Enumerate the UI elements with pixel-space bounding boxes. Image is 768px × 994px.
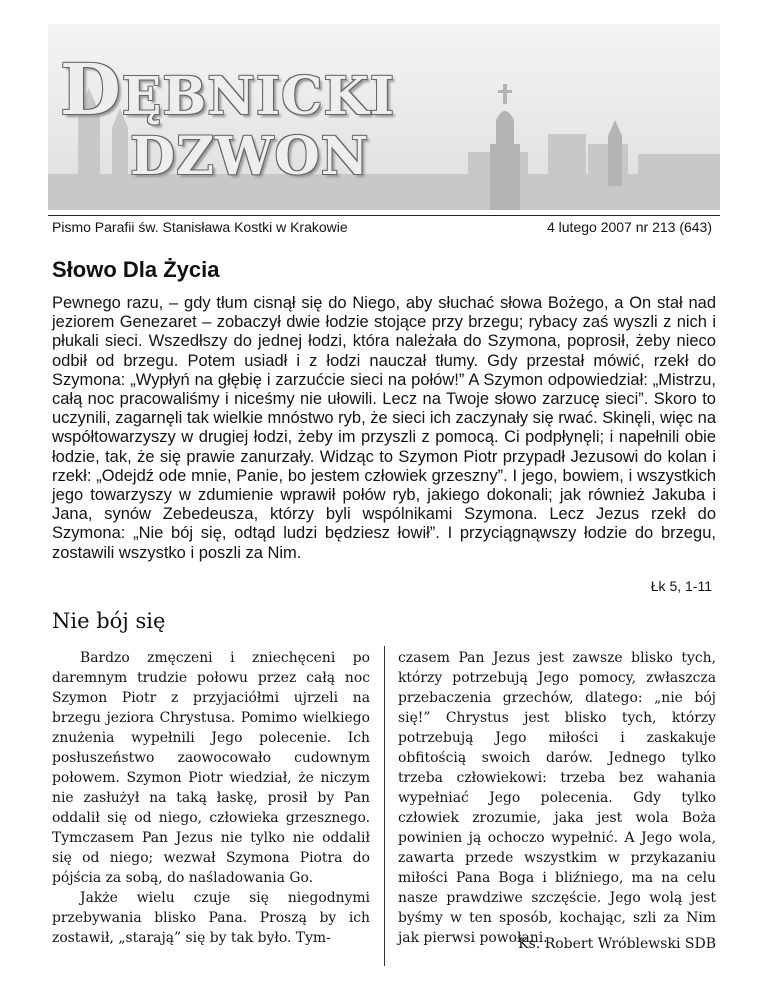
masthead-title-rest: ĘBNICKI: [121, 66, 396, 127]
article-column-left: [52, 648, 370, 948]
gospel-text: Pewnego razu, – gdy tłum cisnął się do Niego, aby słuchać słowa Bożego, a On stał nad jeziorem Genezaret – zobaczył dwie łodzie stojące przy brzegu; rybacy zaś wyszli z nich i płukali sieci. Wszedłszy do jednej łodzi, która należała do Szymona, poprosił, żeby nieco odbił od brzegu. Potem usiadł i z łodzi nauczał tłumy. Gdy przestał mówić, rzekł do Szymona: „Wypłyń na głębię i zarzućcie sieci na połów!” A Szymon odpowiedział: „Mistrzu, całą noc pracowaliśmy i niceśmy nie ułowili. Lecz na Twoje słowo zarzucę sieci”. Skoro to uczynili, zagarnęli tak wielkie mnóstwo ryb, że sieci ich zaczynały się rwać. Skinęli, więc na współtowarzyszy w drugiej łodzi, żeby im przyszli z pomocą. Ci podpłynęli; i napełnili obie łodzie, tak, że się prawie zanurzały. Widząc to Szymon Piotr przypadł Jezusowi do kolan i rzekł: „Odejdź ode mnie, Panie, bo jestem człowiek grzeszny”. I jego, bowiem, i wszystkich jego towarzyszy w zdumienie wprawił połów ryb, jakiego dokonali; jak również Jakuba i Jana, synów Zebedeusza, którzy byli wspólnikami Szymona. Lecz Jezus rzekł do Szymona: „Nie bój się, odtąd ludzi będziesz łowił”. I przyciągnąwszy łodzie do brzegu, zostawili wszystko i poszli za Nim.: [52, 294, 716, 562]
masthead-title-line-1: [60, 48, 395, 131]
column-divider: [384, 646, 385, 966]
issue-date: 4 lutego 2007 nr 213 (643): [546, 219, 712, 235]
article-paragraph: czasem Pan Jezus jest zawsze blisko tych, którzy potrzebują Jego pomocy, zwłaszcza przebaczenia grzechów, dlatego: „nie bój się!” Chrystus jest blisko tych, którzy potrzebują Jego miłości i zaskakuje obfitością swoich darów. Jednego tylko trzeba człowiekowi: trzeba bez wahania wypełniać Jego polecenia. Gdy tylko człowiek zrozumie, jaka jest wola Boża powinien ją ochoczo wypełnić. A Jego wola, zawarta przede wszystkim w przykazaniu miłości Pana Boga i bliźniego, ma na celu nasze prawdziwe szczęście. Jego wolą jest byśmy w ten sposób, kochając, szli za Nim jak pierwsi powołani.: [398, 650, 716, 946]
article-paragraph: Bardzo zmęczeni i zniechęceni po daremnym trudzie połowu przez całą noc Szymon Piotr z przyjaciółmi ujrzeli na brzegu jeziora Chrystusa. Pomimo wielkiego znużenia wypełnili Jego polecenie. Ich posłuszeństwo zaowocowało cudownym połowem. Szymon Piotr wiedział, że niczym nie zasłużył na taką łaskę, prosił by Pan oddalił się od niego, człowieka grzesznego. Tymczasem Pan Jezus nie tylko nie oddalił się od niego; wezwał Szymona Piotra do pójścia za sobą, do naśladowania Go.: [52, 650, 370, 886]
publisher-line: Pismo Parafii św. Stanisława Kostki w Krakowie: [52, 219, 348, 235]
article-title: Nie bój się: [52, 609, 166, 633]
masthead-title-line-2: DZWON: [130, 126, 370, 187]
article-column-right: [398, 648, 716, 948]
masthead-title-initial: D: [60, 48, 122, 131]
gospel-reference: Łk 5, 1-11: [650, 578, 712, 594]
issue-info-bar: [48, 215, 720, 235]
masthead: [48, 24, 720, 210]
gospel-heading: Słowo Dla Życia: [52, 257, 220, 282]
author-signature: Ks. Robert Wróblewski SDB: [518, 936, 716, 952]
article-paragraph: Jakże wielu czuje się niegodnymi przebywania blisko Pana. Proszą by ich zostawił, „starają” się by tak było. Tym-: [52, 890, 370, 946]
